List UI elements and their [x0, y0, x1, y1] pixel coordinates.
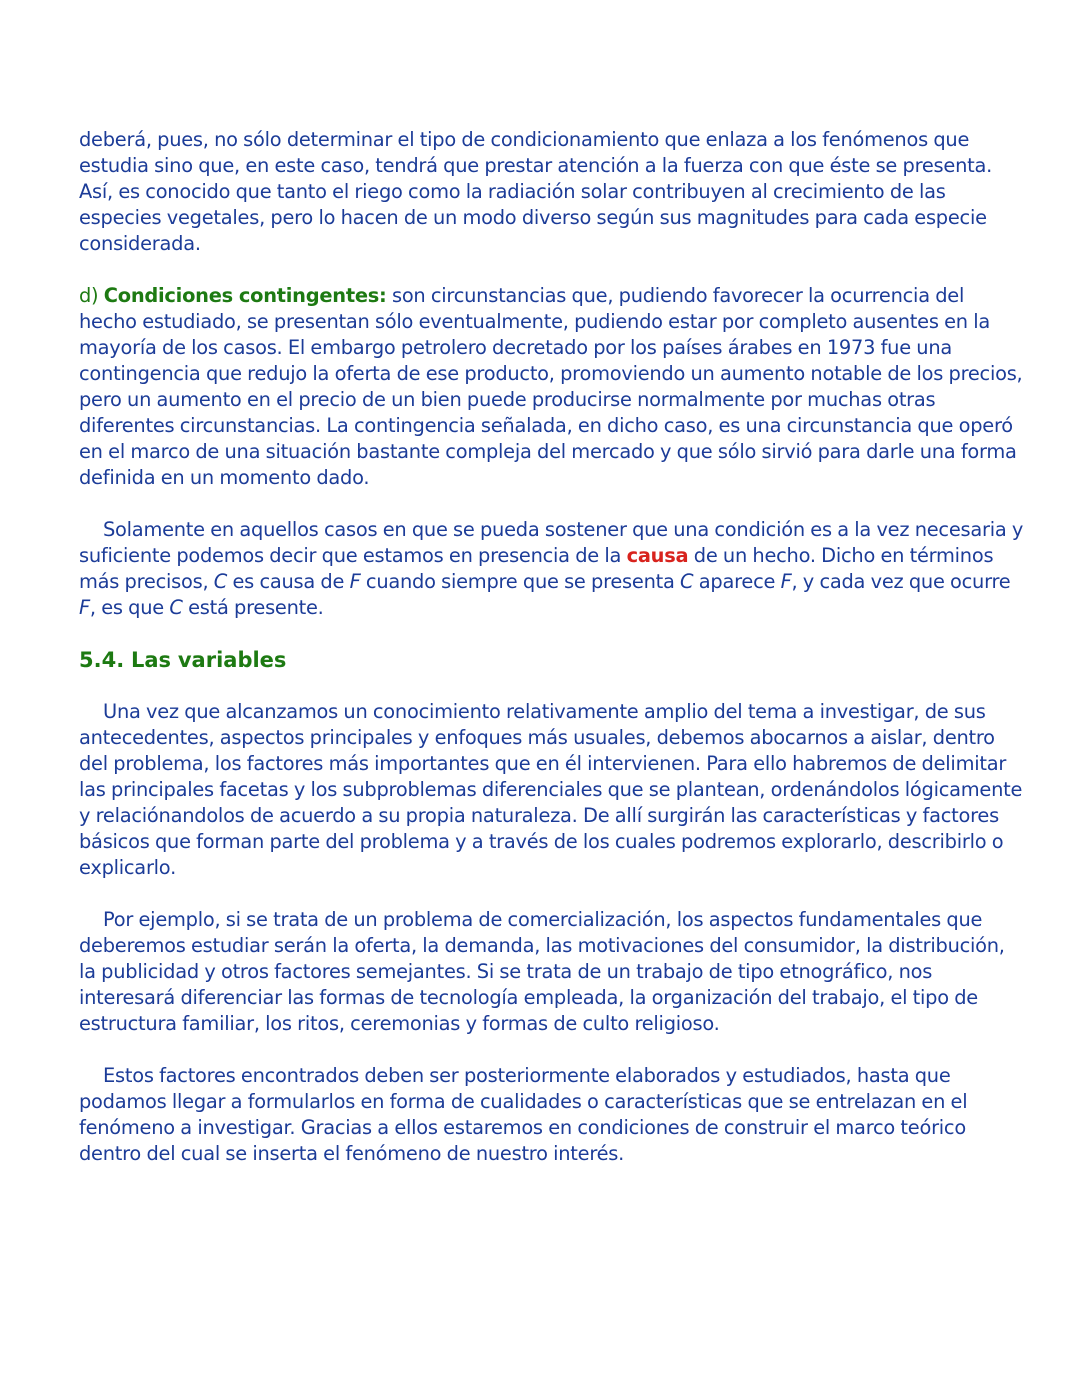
cause-text: aparece	[698, 570, 776, 593]
term-contingent-conditions: Condiciones contingentes:	[103, 284, 387, 307]
contingent-conditions-definition: son circunstancias que, pudiendo favorecer la ocurrencia del hecho estudiado, se presentan sólo eventualmente, pudiendo estar por completo ausentes en la mayoría de los casos. El embargo petrolero decretado por los países árabes en 1973 fue una contingencia que redujo la oferta de ese producto, promoviendo un aumento notable de los precios, pero un aumento en el precio de un bien puede producirse normalmente por muchas otras diferentes circunstancias. La contingencia señalada, en dicho caso, es una circunstancia que operó en el marco de una situación bastante compleja del mercado y que sólo sirvió para darle una forma definida en un momento dado.	[79, 284, 1023, 489]
variable-c: C	[680, 570, 694, 593]
document-page	[79, 127, 1024, 1193]
cause-text: , es que	[89, 596, 164, 619]
cause-text: está presente.	[188, 596, 324, 619]
paragraph-variables-example: Por ejemplo, si se trata de un problema de comercialización, los aspectos fundamentales que deberemos estudiar serán la oferta, la demanda, las motivaciones del consumidor, la distribución, la publicidad y otros factores semejantes. Si se trata de un trabajo de tipo etnográfico, nos interesará diferenciar las formas de tecnología empleada, la organización del trabajo, el tipo de estructura familiar, los ritos, ceremonias y formas de culto religioso.	[79, 908, 1005, 1035]
cause-text: , y cada vez que ocurre	[791, 570, 1011, 593]
cause-text: cuando siempre que se presenta	[365, 570, 675, 593]
paragraph-contingent-conditions	[79, 283, 1024, 491]
variable-f: F	[780, 570, 792, 593]
variable-f: F	[349, 570, 361, 593]
cause-text: de un hecho. Dicho en términos más precisos,	[79, 544, 994, 593]
term-causa: causa	[626, 544, 689, 567]
list-marker: d)	[79, 284, 99, 307]
paragraph-cause-definition	[79, 517, 1024, 621]
variable-c: C	[213, 570, 228, 593]
paragraph-intensity-continuation: deberá, pues, no sólo determinar el tipo de condicionamiento que enlaza a los fenómenos que estudia sino que, en este caso, tendrá que prestar atención a la fuerza con que éste se presenta. Así, es conocido que tanto el riego como la radiación solar contribuyen al crecimiento de las especies vegetales, pero lo hacen de un modo diverso según sus magnitudes para cada especie considerada.	[79, 128, 993, 255]
paragraph-variables-intro: Una vez que alcanzamos un conocimiento relativamente amplio del tema a investigar, de sus antecedentes, aspectos principales y enfoques más usuales, debemos abocarnos a aislar, dentro del problema, los factores más importantes que en él intervienen. Para ello habremos de delimitar las principales facetas y los subproblemas diferenciales que se plantean, ordenándolos lógicamente y relaciónandolos de acuerdo a su propia naturaleza. De allí surgirán las características y factores básicos que forman parte del problema y a través de los cuales podremos explorarlo, describirlo o explicarlo.	[79, 700, 1023, 879]
variable-c: C	[169, 596, 183, 619]
cause-text: Solamente en aquellos casos en que se pueda sostener que una condición es a la vez necesaria y suficiente podemos decir que estamos en presencia de la	[79, 518, 1024, 567]
cause-text: es causa de	[232, 570, 345, 593]
variable-f: F	[79, 596, 90, 619]
section-heading-variables: 5.4. Las variables	[79, 648, 287, 672]
paragraph-variables-theory: Estos factores encontrados deben ser posteriormente elaborados y estudiados, hasta que podamos llegar a formularlos en forma de cualidades o características que se entrelazan en el fenómeno a investigar. Gracias a ellos estaremos en condiciones de construir el marco teórico dentro del cual se inserta el fenómeno de nuestro interés.	[79, 1064, 968, 1165]
